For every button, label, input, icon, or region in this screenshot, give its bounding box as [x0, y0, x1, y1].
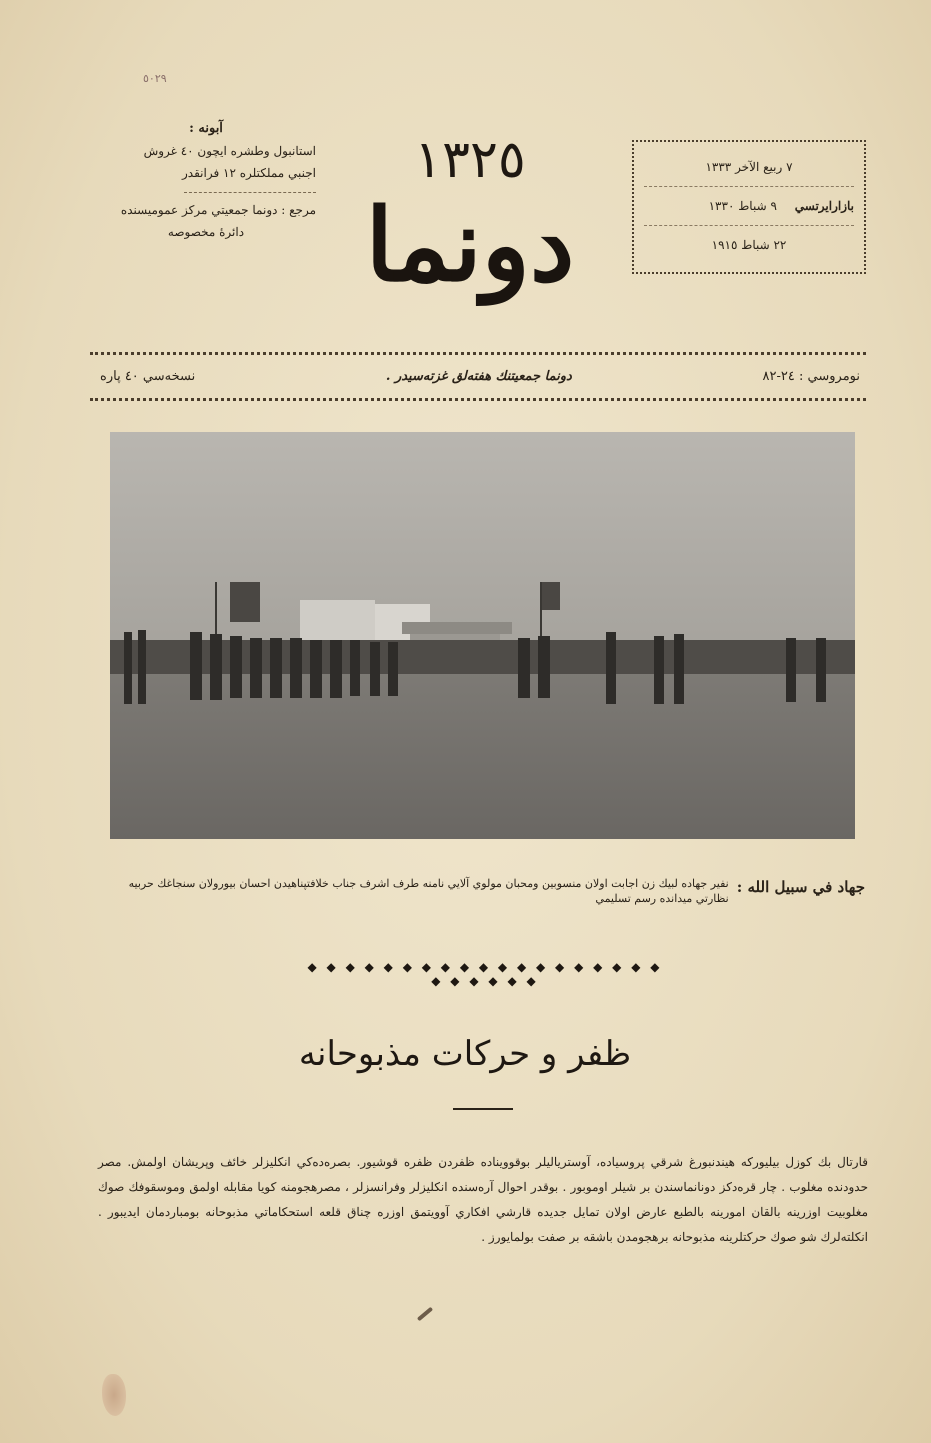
paper-stain: [102, 1374, 126, 1416]
price: نسخه‌سي ٤٠ پاره: [100, 368, 196, 384]
archive-number: ٥٠٢٩: [143, 72, 167, 85]
banner-left: [230, 582, 260, 622]
info-line: [100, 364, 860, 388]
rumi-date: ٩ شباط ١٣٣٠: [708, 199, 777, 213]
photo-illustration: [110, 432, 855, 839]
caption-label: جهاد في سبيل الله :: [736, 878, 865, 896]
paper-description: دونما جمعيتنك هفته‌لق غزته‌سيدر .: [385, 368, 572, 384]
article-body: قارتال بك كوزل بيليوركه هيندنبورغ شرقي پروسياده، آوستريالیلر بوقوويناده ظفردن ظفره قوشيور. بصره‌ده‌كي انكليزلر خائف وپريشان اولمش. مصر حدودنده مغلوب . چار قره‌دكز دونانماسندن بر شيلر اوموبور . بوقدر احوال آره‌سنده انكليزلر وفرانسزلر ، مصرهجومنه كويا مقابله اولمق وموسقوفك صوك مغلوبيت اوزرينه بالقان امورينه بالطبع عارض اولان تمايل جديده قارشي افكاري آوويتمق اوزره چناق قلعه استحكاماتي مذبوحانه بومباردمان ايديبور . انكلته‌لرك شو صوك حركتلرينه مذبوحانه برهجومدن باشقه بر صفت بولمايورز .: [98, 1155, 868, 1244]
reference-line: مرجع : دونما جمعيتي مركز عموميسنده: [120, 203, 316, 217]
subscription-block: [96, 118, 316, 243]
ink-mark: [417, 1307, 433, 1322]
banner-right: [542, 582, 560, 610]
photo-caption: [100, 876, 865, 920]
weekday-row: [644, 187, 854, 226]
section-divider: ◆ ◆ ◆ ◆ ◆ ◆ ◆ ◆ ◆ ◆ ◆ ◆ ◆ ◆ ◆ ◆ ◆ ◆ ◆ ◆ ◆ ◆ ◆ ◆ ◆: [307, 960, 663, 988]
hijri-date: ٧ ربيع الآخر ١٣٣٣: [644, 148, 854, 187]
top-rule: [90, 352, 866, 355]
masthead: [320, 100, 620, 330]
subscription-separator: [184, 192, 316, 193]
reference-line-2: دائرهٔ مخصوصه: [167, 225, 245, 239]
caption-text: نفير جهاده لبيك زن اجابت اولان منسوبين ومحبان مولوي آلايي نامنه طرف اشرف جناب خلافتپناهيدن احسان بيورولان سنجاغك حربيه نظارتي ميدانده رسم تسليمي: [128, 877, 729, 905]
gregorian-date: ٢٢ شباط ١٩١٥: [711, 238, 787, 252]
weekday: بازارايرتسي: [794, 199, 854, 213]
bottom-rule: [90, 398, 866, 401]
date-box: [632, 140, 866, 274]
masthead-title: دونما: [365, 186, 575, 304]
masthead-year: ١٣٢٥: [414, 130, 526, 190]
ceremony-photo: [110, 432, 855, 839]
headline-rule: [453, 1108, 513, 1110]
subscription-title: آبونه :: [189, 121, 223, 136]
subscription-foreign: اجنبي مملكتلره ١٢ فرانقدر: [182, 166, 316, 180]
subscription-domestic: استانبول وطشره ايچون ٤٠ غروش: [143, 144, 316, 158]
article-headline: ظفر و حركات مذبوحانه: [298, 1034, 632, 1074]
issue-number: نومروسي : ٢٤-٨٢: [762, 368, 860, 384]
